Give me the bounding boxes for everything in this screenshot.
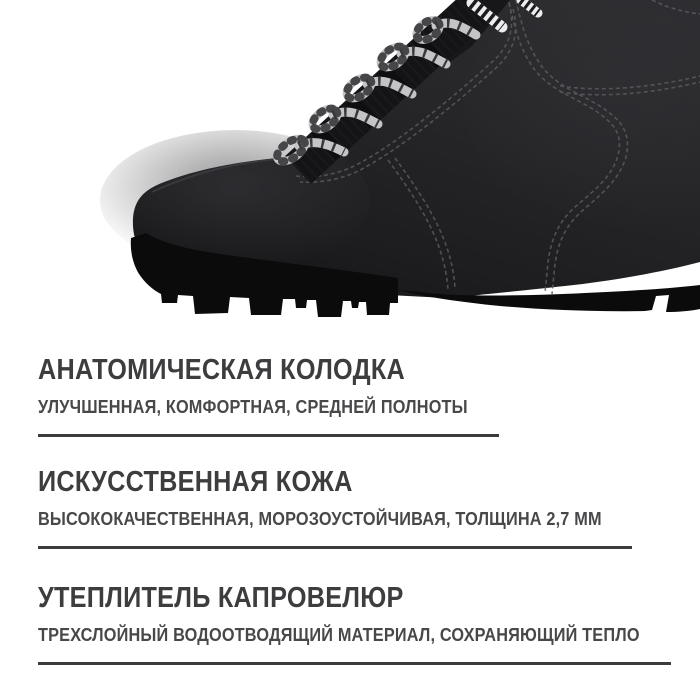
feature-divider: [38, 434, 499, 437]
feature-divider: [38, 546, 632, 549]
boot-illustration: [0, 0, 700, 345]
feature-subtitle: ТРЕХСЛОЙНЫЙ ВОДООТВОДЯЩИЙ МАТЕРИАЛ, СОХРАНЯЮЩИЙ ТЕПЛО: [38, 624, 640, 645]
feature-item-insulation: [38, 584, 700, 665]
feature-item-anatomic-last: [38, 356, 526, 437]
feature-subtitle: ВЫСОКОКАЧЕСТВЕННАЯ, МОРОЗОУСТОЙЧИВАЯ, ТОЛЩИНА 2,7 ММ: [38, 508, 602, 529]
feature-subtitle: УЛУЧШЕННАЯ, КОМФОРТНАЯ, СРЕДНЕЙ ПОЛНОТЫ: [38, 396, 468, 417]
feature-item-artificial-leather: [38, 468, 679, 549]
feature-title: ИСКУССТВЕННАЯ КОЖА: [38, 466, 353, 498]
feature-divider: [38, 662, 671, 665]
feature-title: УТЕПЛИТЕЛЬ КАПРОВЕЛЮР: [38, 582, 404, 614]
product-photo: [0, 0, 700, 345]
feature-title: АНАТОМИЧЕСКАЯ КОЛОДКА: [38, 354, 405, 386]
